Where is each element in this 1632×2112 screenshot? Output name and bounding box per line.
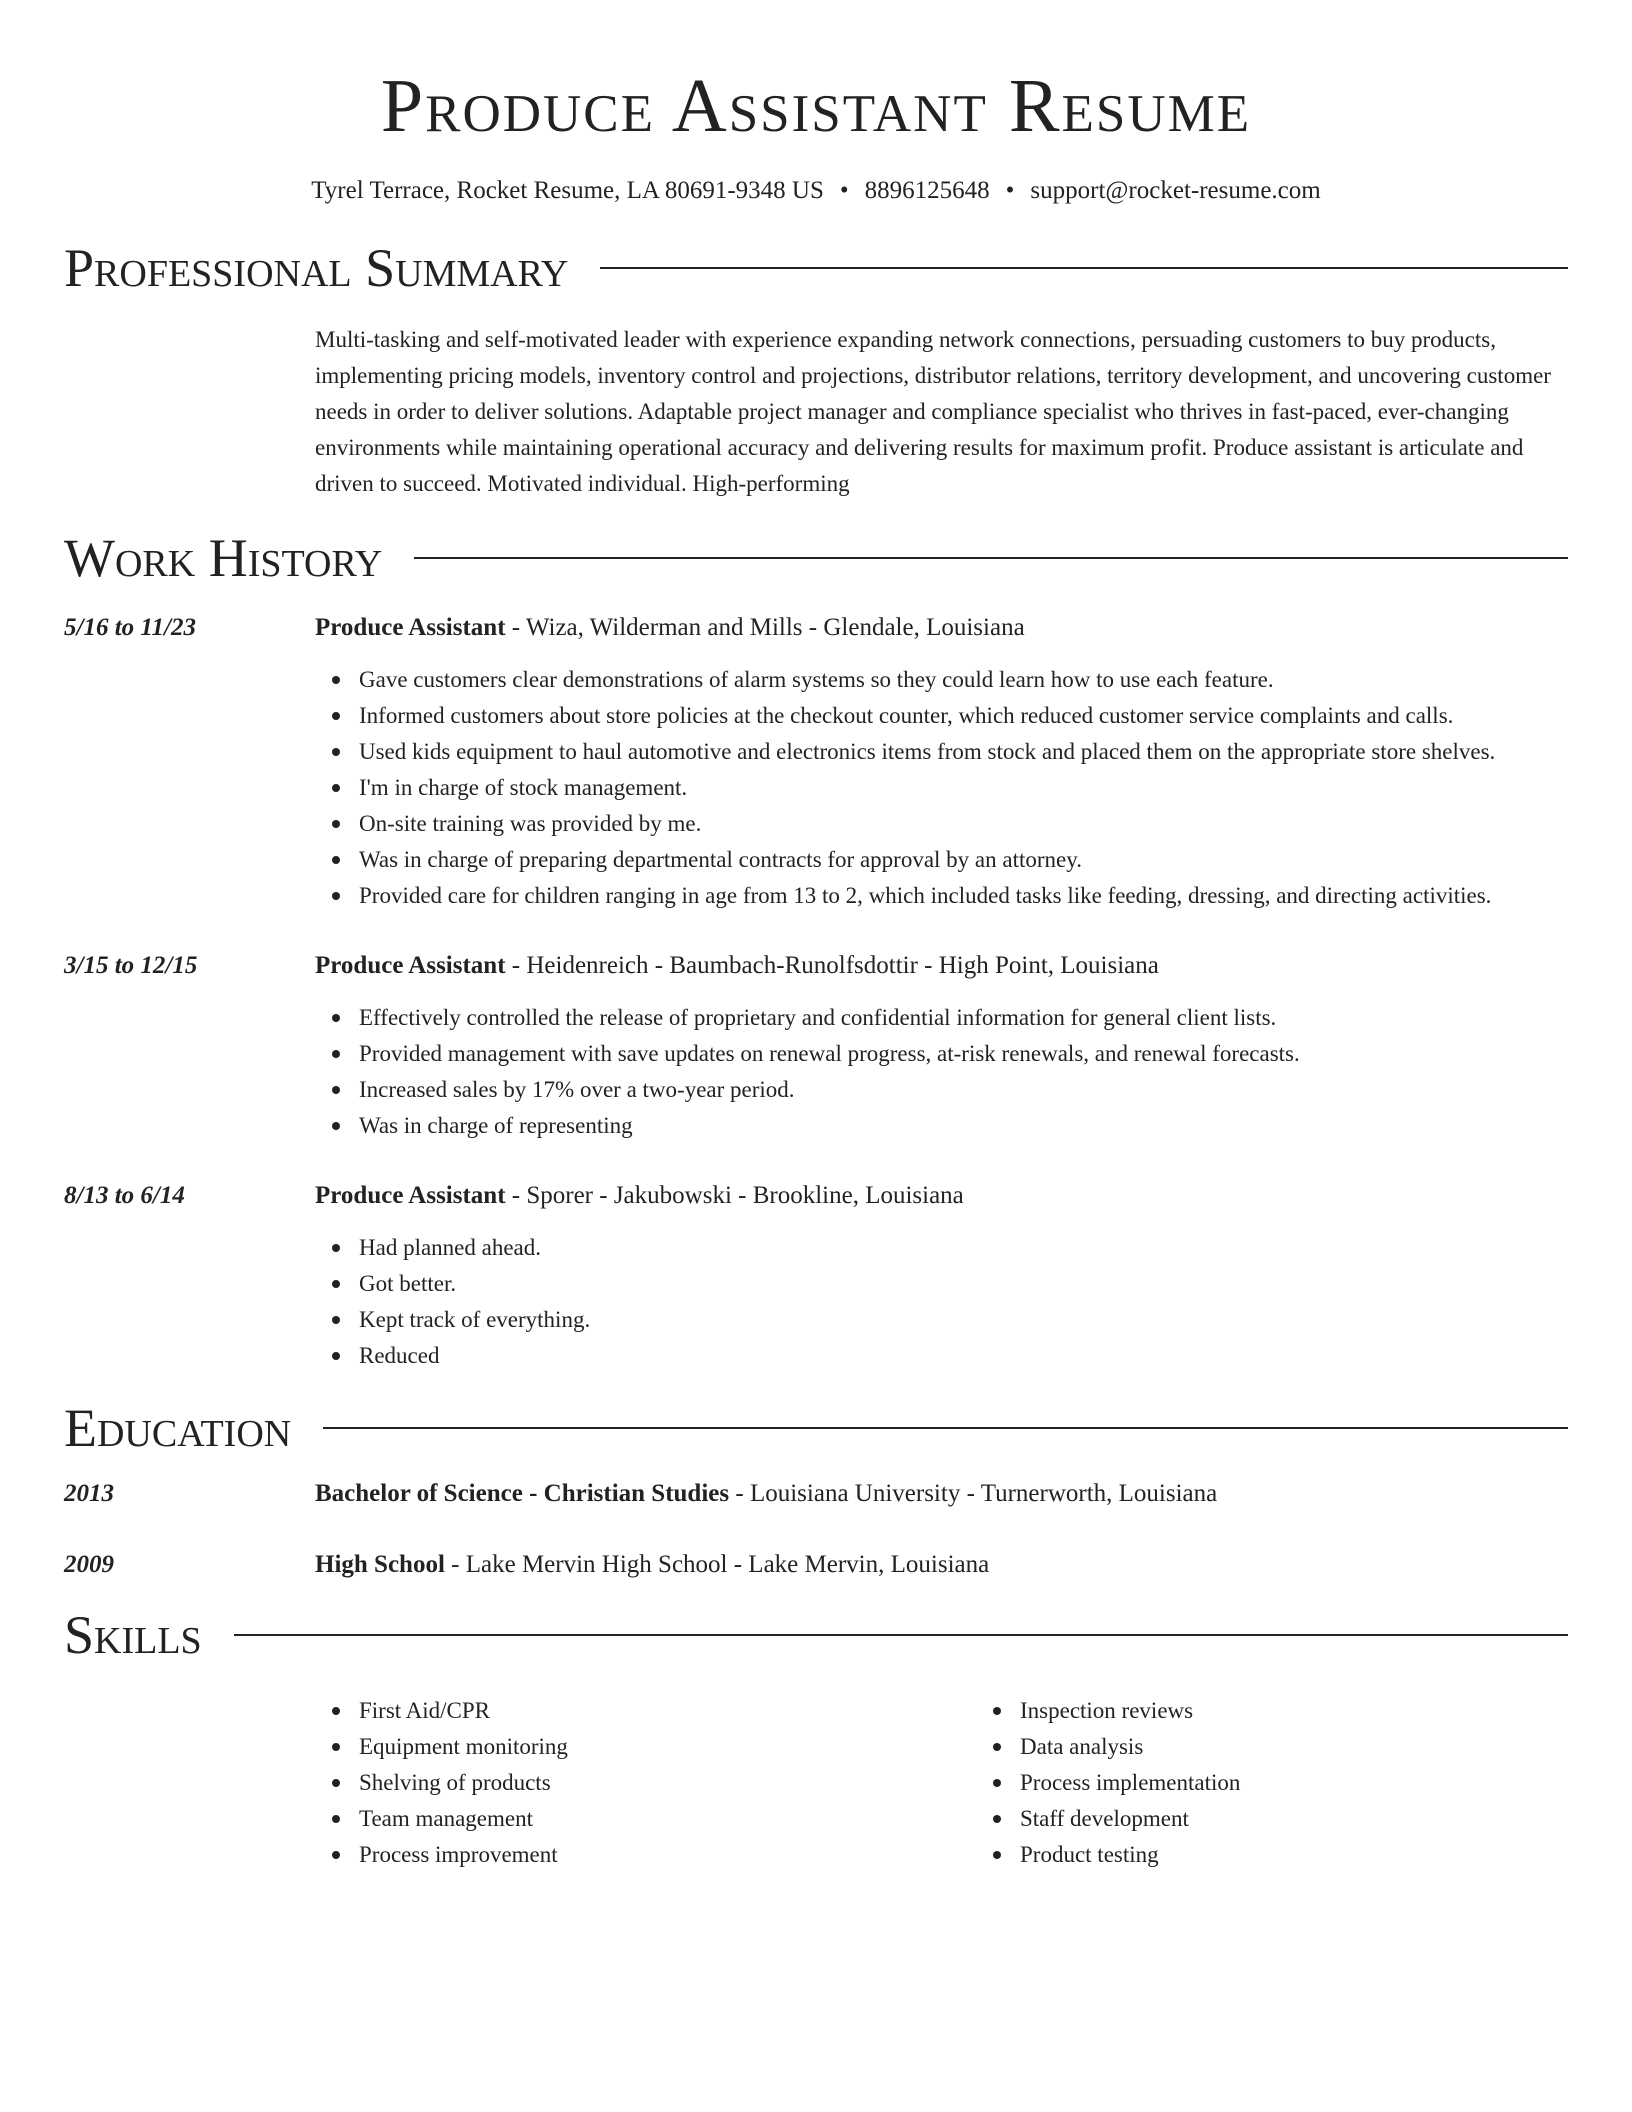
section-title-education: Education	[64, 1398, 292, 1458]
job-entry	[64, 610, 1568, 914]
list-item: Was in charge of representing	[359, 1108, 1568, 1144]
section-divider	[414, 557, 1568, 559]
section-title-summary: Professional Summary	[64, 238, 569, 298]
job-bullets	[315, 1230, 1568, 1374]
job-bullets	[315, 1000, 1568, 1144]
contact-separator: •	[1005, 177, 1015, 204]
education-details: - Louisiana University - Turnerworth, Louisiana	[729, 1480, 1218, 1507]
section-skills-header	[64, 1603, 1568, 1667]
list-item: I'm in charge of stock management.	[359, 770, 1568, 806]
contact-address: Tyrel Terrace, Rocket Resume, LA 80691-9348 US	[311, 177, 824, 204]
job-body	[315, 948, 1568, 1144]
job-heading	[315, 610, 1568, 646]
skill-item: Process improvement	[359, 1837, 976, 1873]
list-item: Gave customers clear demonstrations of alarm systems so they could learn how to use each feature.	[359, 662, 1568, 698]
job-entry	[64, 948, 1568, 1144]
education-heading	[315, 1547, 1568, 1583]
contact-phone[interactable]: 8896125648	[864, 177, 990, 204]
skill-item: Process implementation	[1020, 1765, 1632, 1801]
job-role: Produce Assistant	[315, 952, 506, 979]
skills-column-left	[315, 1693, 976, 1873]
skill-item: Team management	[359, 1801, 976, 1837]
job-details: - Sporer - Jakubowski - Brookline, Louisiana	[505, 1182, 964, 1209]
list-item: Was in charge of preparing departmental contracts for approval by an attorney.	[359, 842, 1568, 878]
education-year: 2009	[64, 1551, 114, 1578]
list-item: Used kids equipment to haul automotive and electronics items from stock and placed them on the appropriate store shelves.	[359, 734, 1568, 770]
skill-item: Shelving of products	[359, 1765, 976, 1801]
skill-item: Staff development	[1020, 1801, 1632, 1837]
summary-text: Multi-tasking and self-motivated leader with experience expanding network connections, persuading customers to buy products, implementing pricing models, inventory control and projections, distributor relations, territory development, and uncovering customer needs in order to deliver solutions. Adaptable project manager and compliance specialist who thrives in fast-paced, ever-changing environments while maintaining operational accuracy and delivering results for maximum profit. Produce assistant is articulate and driven to succeed. Motivated individual. High-performing	[315, 327, 1551, 496]
job-dates: 5/16 to 11/23	[64, 614, 196, 641]
job-entry	[64, 1178, 1568, 1374]
education-details: - Lake Mervin High School - Lake Mervin, Louisiana	[444, 1551, 990, 1578]
list-item: Provided care for children ranging in age from 13 to 2, which included tasks like feeding, dressing, and directing activities.	[359, 878, 1568, 914]
skills-list	[315, 1693, 1568, 1873]
education-degree: High School	[315, 1551, 445, 1578]
education-heading	[315, 1476, 1568, 1512]
job-bullets	[315, 662, 1568, 914]
list-item: Had planned ahead.	[359, 1230, 1568, 1266]
skill-item: Product testing	[1020, 1837, 1632, 1873]
section-title-work: Work History	[64, 528, 383, 588]
list-item: Reduced	[359, 1338, 1568, 1374]
education-body	[315, 1547, 1568, 1583]
skill-item: Data analysis	[1020, 1729, 1632, 1765]
job-dates: 3/15 to 12/15	[64, 952, 198, 979]
job-role: Produce Assistant	[315, 1182, 506, 1209]
skills-column-right	[976, 1693, 1632, 1873]
job-dates: 8/13 to 6/14	[64, 1182, 185, 1209]
contact-separator: •	[839, 177, 849, 204]
job-heading	[315, 1178, 1568, 1214]
job-body	[315, 610, 1568, 914]
list-item: Kept track of everything.	[359, 1302, 1568, 1338]
job-details: - Wiza, Wilderman and Mills - Glendale, Louisiana	[505, 614, 1025, 641]
education-year: 2013	[64, 1480, 114, 1507]
list-item: Informed customers about store policies at the checkout counter, which reduced customer service complaints and calls.	[359, 698, 1568, 734]
section-title-skills: Skills	[64, 1605, 202, 1665]
section-divider	[234, 1634, 1568, 1636]
contact-email[interactable]: support@rocket-resume.com	[1030, 177, 1321, 204]
skill-item: First Aid/CPR	[359, 1693, 976, 1729]
skill-item: Inspection reviews	[1020, 1693, 1632, 1729]
job-heading	[315, 948, 1568, 984]
education-body	[315, 1476, 1568, 1512]
resume-header	[0, 0, 1632, 208]
section-education-header	[64, 1396, 1568, 1460]
skill-item: Equipment monitoring	[359, 1729, 976, 1765]
job-body	[315, 1178, 1568, 1374]
list-item: On-site training was provided by me.	[359, 806, 1568, 842]
contact-line	[0, 174, 1632, 208]
education-entry	[64, 1547, 1568, 1583]
job-details: - Heidenreich - Baumbach-Runolfsdottir - High Point, Louisiana	[505, 952, 1159, 979]
education-entry	[64, 1476, 1568, 1512]
job-role: Produce Assistant	[315, 614, 506, 641]
section-divider	[600, 267, 1568, 269]
list-item: Provided management with save updates on renewal progress, at-risk renewals, and renewal forecasts.	[359, 1036, 1568, 1072]
list-item: Effectively controlled the release of proprietary and confidential information for general client lists.	[359, 1000, 1568, 1036]
resume-title: Produce Assistant Resume	[380, 64, 1252, 148]
section-work-header	[64, 526, 1568, 590]
education-degree: Bachelor of Science - Christian Studies	[315, 1480, 730, 1507]
section-divider	[323, 1427, 1568, 1429]
list-item: Got better.	[359, 1266, 1568, 1302]
section-summary-header	[64, 236, 1568, 300]
list-item: Increased sales by 17% over a two-year period.	[359, 1072, 1568, 1108]
